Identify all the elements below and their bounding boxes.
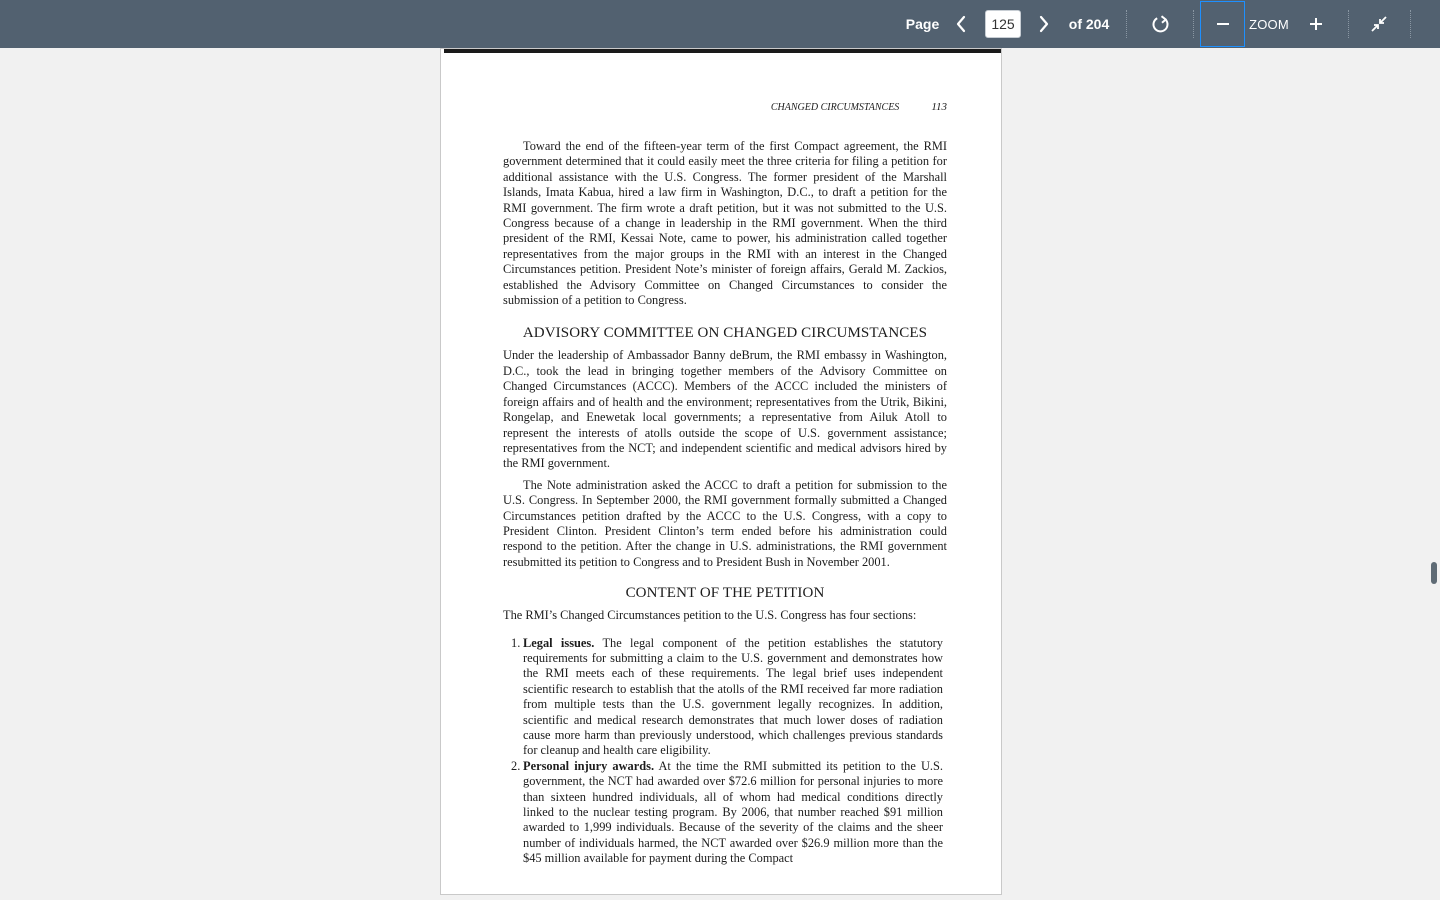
vertical-scrollbar-thumb[interactable] [1431,562,1437,584]
chevron-left-icon [955,15,967,33]
list-item-title: Personal injury awards. [523,758,655,773]
list-item-text: The legal component of the petition establishes the statutory requirements for submitting a claim to the U.S. government and demonstrates how the RMI meets each of these requirements. The legal brief uses independent scientific research to establish that the atolls of the RMI received far more radiation from multiple tests than the U.S. government legally recognizes. In addition, scientific and medical research demonstrates that much lower doses of radiation cause more harm than previously understood, which challenges previous standards for cleanup and health care eligibility. [523,635,943,758]
section-heading: CONTENT OF THE PETITION [625,585,825,602]
sections-intro: The RMI’s Changed Circumstances petition to the U.S. Congress has four sections: [503,608,917,623]
list-item-number: 1. [511,635,521,650]
total-pages-label: of 204 [1068,16,1110,32]
running-head-title: CHANGED CIRCUMSTANCES [770,102,900,113]
viewer-toolbar [0,0,1440,48]
next-page-button[interactable] [1030,0,1058,48]
page-top-rule [444,49,1002,53]
advisory-paragraph: Under the leadership of Ambassador Banny deBrum, the RMI embassy in Washington, D.C., took the lead in bringing together members of the Advisory Committee on Changed Circumstances (ACCC). Members of the ACCC included the ministers of foreign affairs and of health and the environment; representatives from the Utrik, Bikini, Rongelap, and Enewetak local governments; a representative from Ailuk Atoll to represent the interests of atolls outside the scope of U.S. government assistance; representatives from the NCT; and independent scientific and medical advisors hired by the RMI government. [503,348,947,471]
previous-page-button[interactable] [947,0,975,48]
list-item-number: 2. [511,758,521,773]
sections-list [503,636,947,867]
note-paragraph: The Note administration asked the ACCC to draft a petition for submission to the U.S. Congress. In September 2000, the RMI government formally submitted a Changed Circumstances petition drafted by the ACCC to the U.S. Congress, with a copy to President Clinton. President Clinton’s term ended before his administration could respond to the petition. After the change in U.S. administrations, the RMI government resubmitted its petition to Congress and to President Bush in November 2001. [503,477,947,569]
plus-icon [1308,16,1324,32]
zoom-label: ZOOM [1249,16,1289,32]
page-number: 113 [931,101,947,113]
toolbar-divider [1126,10,1127,38]
toolbar-divider [1410,10,1411,38]
list-item [511,635,943,759]
page-label: Page [905,16,940,32]
zoom-out-button[interactable] [1200,1,1245,47]
toolbar-divider [1348,10,1349,38]
section-heading: ADVISORY COMMITTEE ON CHANGED CIRCUMSTANCES [522,325,928,342]
list-item-text: At the time the RMI submitted its petition to the U.S. government, the NCT had awarded over $72.6 million for personal injuries to more than sixteen hundred individuals, all of whom had medical conditions directly linked to the nuclear testing program. By 2006, that number reached $91 million awarded to 1,999 individuals. Because of the severity of the claims and the sheer number of individuals harmed, the NCT awarded over $26.9 million more than the $45 million available for payment during the Compact [523,758,943,866]
exit-fullscreen-icon [1370,15,1388,33]
list-item [511,758,943,867]
chevron-right-icon [1038,15,1050,33]
minus-icon [1215,16,1231,32]
page-content [503,139,947,867]
running-head [771,101,947,113]
exit-fullscreen-button[interactable] [1364,0,1394,48]
intro-paragraph: Toward the end of the fifteen-year term of the first Compact agreement, the RMI government determined that it could easily meet the three criteria for filing a petition for additional assistance with the U.S. Congress. The former president of the Marshall Islands, Imata Kabua, hired a law firm in Washington, D.C., to draft a petition for the RMI government. The firm wrote a draft petition, but it was not submitted to the U.S. Congress because of a change in leadership in the RMI government. When the third president of the RMI, Kessai Note, came to power, his administration called together representatives from the major groups in the RMI with an interest in the Changed Circumstances petition. President Note’s minister of foreign affairs, Gerald M. Zackios, established the Advisory Committee on Changed Circumstances to consider the submission of a petition to Congress. [503,139,947,308]
page-number-input[interactable] [985,10,1021,38]
zoom-in-button[interactable] [1302,0,1330,48]
list-item-title: Legal issues. [523,635,595,650]
rotate-button[interactable] [1146,0,1176,48]
toolbar-divider [1193,10,1194,38]
document-page [440,48,1002,895]
rotate-icon [1151,14,1171,34]
